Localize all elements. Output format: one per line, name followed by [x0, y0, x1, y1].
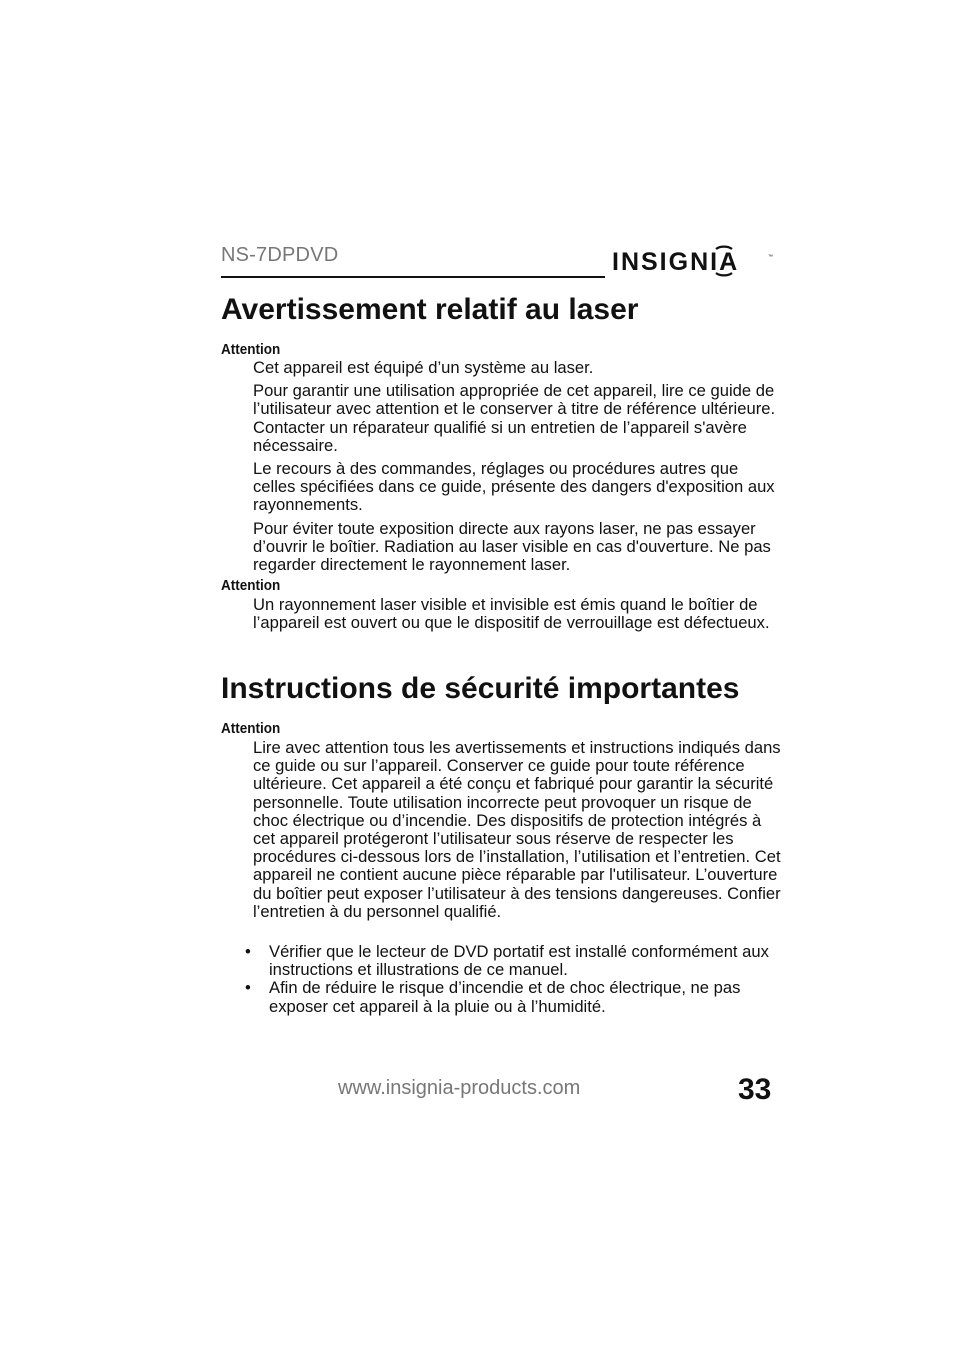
model-number: NS-7DPDVD [221, 244, 339, 266]
logo-wordmark: INSIGNIA [612, 248, 740, 276]
website-url: www.insignia-products.com [338, 1077, 581, 1099]
attention-label: Attention [221, 720, 281, 737]
attention-label: Attention [221, 577, 281, 594]
header-divider [221, 276, 605, 278]
laser-emission-text [253, 596, 783, 637]
laser-warning-text [253, 359, 783, 579]
paragraph: Le recours à des commandes, réglages ou procédures autres que celles spécifiées dans ce guide, présente des dangers d'exposition aux rayonnements. [253, 459, 775, 515]
safety-text [253, 739, 783, 926]
list-item-text: Vérifier que le lecteur de DVD portatif est installé conformément aux instructions et illustrations de ce manuel. [269, 942, 769, 980]
paragraph: Un rayonnement laser visible et invisible est émis quand le boîtier de l’appareil est ouvert ou que le dispositif de verrouillage est défectueux. [253, 595, 770, 633]
section-title-laser: Avertissement relatif au laser [221, 293, 639, 326]
paragraph: Cet appareil est équipé d’un système au laser. [253, 358, 594, 377]
list-item-text: Afin de réduire le risque d’incendie et de choc électrique, ne pas exposer cet appareil à la pluie ou à l’humidité. [269, 978, 741, 1016]
safety-bullet-list [241, 943, 781, 1016]
paragraph: Lire avec attention tous les avertissements et instructions indiqués dans ce guide ou sur l’appareil. Conserver ce guide pour toute référence ultérieure. Cet appareil a été conçu et fabriqué pour garantir la sécurité personnelle. Toute utilisation incorrecte peut provoquer un risque de choc électrique ou d’incendie. Des dispositifs de protection intégrés à cet appareil protégeront l’utilisateur sous réserve de respecter les procédures ci-dessous lors de l’installation, l’utilisation et l’entretien. Cet appareil ne contient aucune pièce réparable par l'utilisateur. L’ouverture du boîtier peut exposer l’utilisateur à des tensions dangereuses. Confier l’entretien à du personnel qualifié. [253, 738, 781, 921]
paragraph: Pour garantir une utilisation appropriée de cet appareil, lire ce guide de l’utilisateur avec attention et le conserver à titre de référence ultérieure. Contacter un réparateur qualifié si un entretien de l’appareil s'avère nécessaire. [253, 381, 776, 455]
insignia-logo [612, 240, 774, 284]
list-item [241, 979, 781, 1015]
svg-text:™: ™ [768, 254, 773, 260]
bullet-icon: • [245, 942, 251, 961]
list-item [241, 943, 781, 979]
paragraph: Pour éviter toute exposition directe aux rayons laser, ne pas essayer d’ouvrir le boîtier. Radiation au laser visible en cas d'ouverture. Ne pas regarder directement le rayonnement laser. [253, 518, 771, 575]
bullet-icon: • [245, 978, 251, 998]
section-title-safety: Instructions de sécurité importantes [221, 672, 740, 705]
page-number: 33 [738, 1073, 772, 1106]
attention-label: Attention [221, 341, 281, 358]
